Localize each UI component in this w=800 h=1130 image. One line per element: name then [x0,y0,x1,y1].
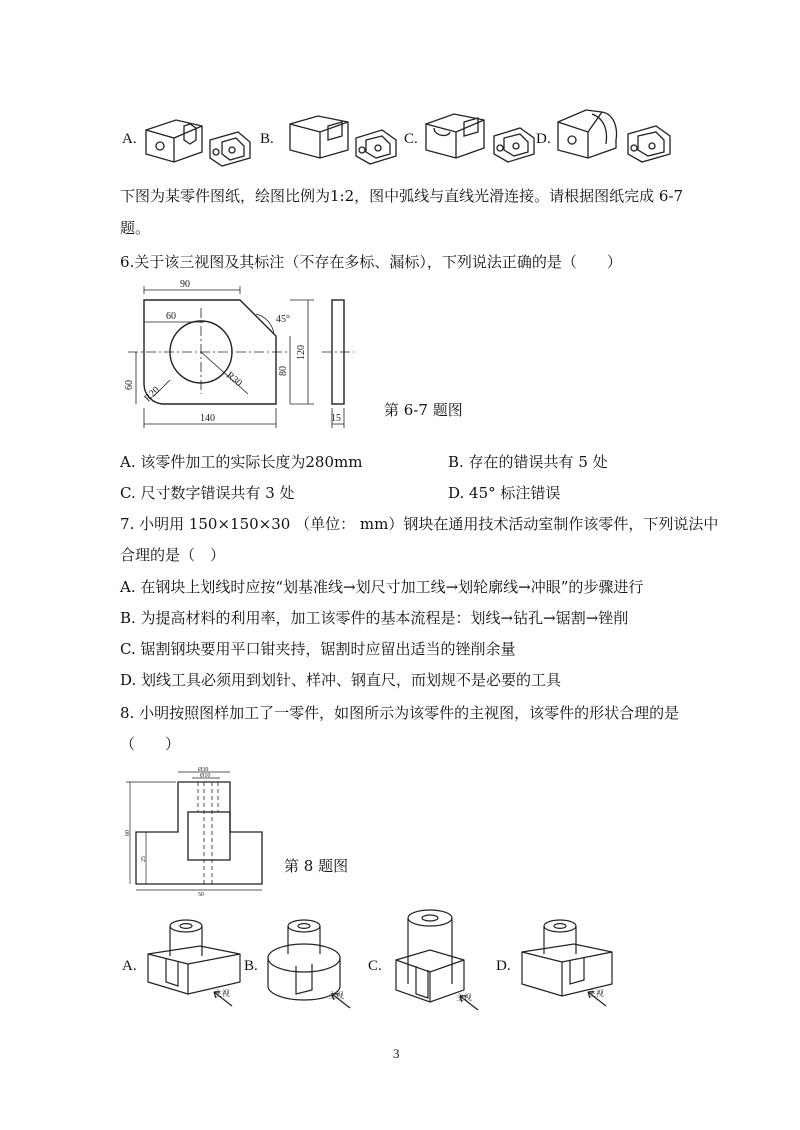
q5-option-b-label: B. [260,131,274,147]
q5-option-c-figure [420,108,542,172]
q6-dim-60-left: 60 [124,380,135,390]
q6-dim-60-top: 60 [166,311,176,322]
q8-option-d-view-label: 主视 [588,989,604,998]
intro-line-1: 下图为某零件图纸，绘图比例为1:2，图中弧线与直线光滑连接。请根据图纸完成 6-7 [120,187,684,205]
q7-stem-line-2: 合理的是（ ） [120,546,226,564]
q8-dim-d10: Ø10 [200,773,211,779]
q6-option-d: D. 45° 标注错误 [448,484,561,502]
q5-option-a-label: A. [122,131,137,147]
q8-dim-d30: Ø30 [198,767,209,773]
q5-option-a-figure [140,112,260,172]
intro-line-2: 题。 [120,219,151,237]
q6-dim-r30: R30 [224,369,244,390]
q8-option-c-view-label: 主视 [456,993,472,1002]
q5-option-c-label: C. [404,131,418,147]
q7-option-c: C. 锯割钢块要用平口钳夹持，锯割时应留出适当的锉削余量 [120,640,516,658]
q7-option-a: A. 在钢块上划线时应按“划基准线→划尺寸加工线→划轮廓线→冲眼”的步骤进行 [120,578,644,596]
q7-stem-line-1: 7. 小明用 150×150×30 （单位： mm）钢块在通用技术活动室制作该零件，下列说法中 [120,515,719,533]
q6-option-b: B. 存在的错误共有 5 处 [448,453,608,471]
q5-option-d-figure [552,104,680,172]
q8-option-b-label: B. [244,958,258,974]
q5-option-b-figure [282,110,404,172]
q6-option-a: A. 该零件加工的实际长度为280mm [120,453,363,471]
q6-dim-90: 90 [180,279,190,290]
q8-option-a-label: A. [122,958,137,974]
q8-dim-50: 50 [198,892,204,898]
q8-option-a-view-label: 主视 [214,989,230,998]
q7-option-d: D. 划线工具必须用到划针、样冲、钢直尺，而划规不是必要的工具 [120,671,562,689]
q8-option-b-view-label: 主视 [328,991,344,1000]
q6-stem: 6.关于该三视图及其标注（不存在多标、漏标），下列说法正确的是（ ） [120,253,622,271]
q8-dim-25: 25 [141,856,147,862]
q8-front-view-drawing [120,764,270,898]
q8-slot [188,812,230,860]
page-number: 3 [393,1046,400,1061]
q8-stem-line-1: 8. 小明按照图样加工了一零件，如图所示为该零件的主视图，该零件的形状合理的是 [120,704,680,722]
q6-dim-140: 140 [200,413,215,424]
q7-option-b: B. 为提高材料的利用率，加工该零件的基本流程是：划线→钻孔→锯割→锉削 [120,609,629,627]
q8-part-outline [136,782,262,884]
q8-option-c-figure [388,906,488,1018]
q8-stem-line-2: （ ） [120,735,181,753]
q5-option-d-label: D. [536,131,551,147]
q6-dim-45: 45° [276,314,290,325]
q6-dim-80: 80 [278,366,289,376]
q8-option-d-label: D. [496,958,511,974]
q6-option-c: C. 尺寸数字错误共有 3 处 [120,484,295,502]
q8-dim-60: 60 [125,830,131,836]
q6-dim-r20: R20 [142,384,162,405]
q8-option-b-figure [262,910,362,1018]
q8-option-c-label: C. [368,958,382,974]
q8-figure-caption: 第 8 题图 [284,857,349,875]
q6-dim-15: 15 [331,413,341,424]
q6-dim-120: 120 [296,345,307,360]
q8-option-a-figure [140,912,250,1018]
q6-figure-caption: 第 6-7 题图 [384,401,463,419]
q8-option-d-figure [514,912,624,1018]
q6-three-view-drawing [118,278,368,438]
